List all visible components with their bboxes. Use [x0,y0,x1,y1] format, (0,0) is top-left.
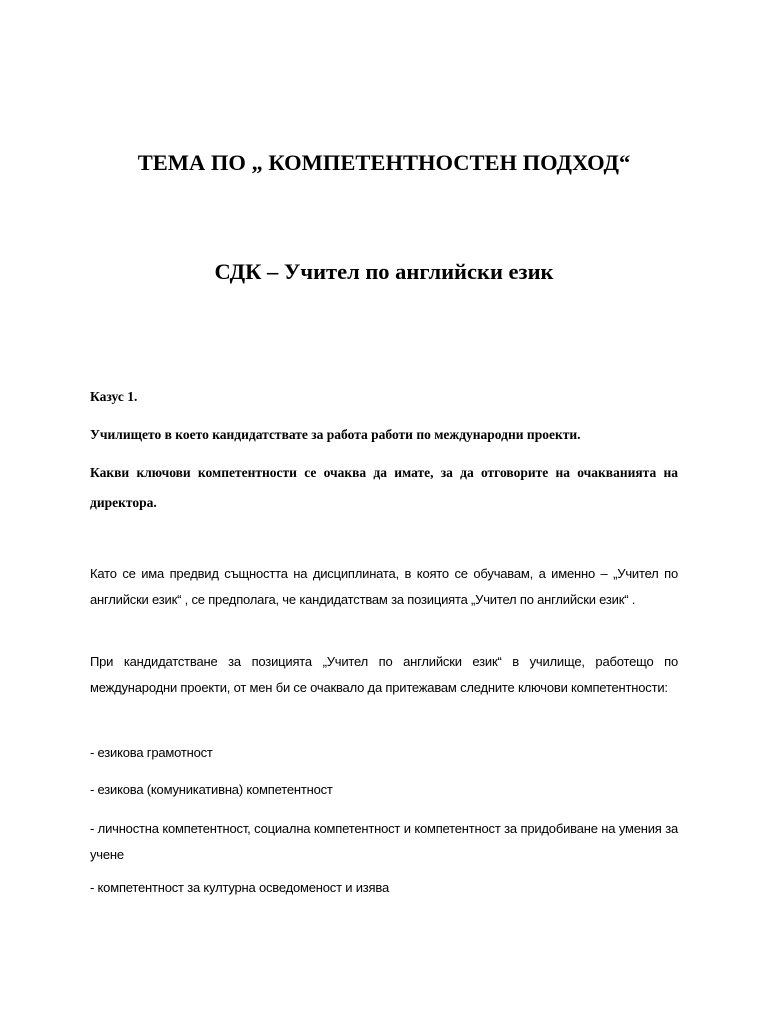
case-question-2: Какви ключови компетентности се очаква да имате, за да отговорите на очакванията на директора. [90,465,678,510]
answer-paragraph-2: При кандидатстване за позицията „Учител по английски език“ в училище, работещо по международни проекти, от мен би се очаквало да притежавам следните ключови компетентности: [90,654,678,695]
document-subtitle: СДК – Учител по английски език [214,259,554,284]
competence-list-item: - езикова (комуникативна) компетентност [90,782,333,797]
competence-list-item: - личностна компетентност, социална компетентност и компетентност за придобиване на умения за учене [90,821,678,862]
case-label: Казус 1. [90,389,138,404]
competence-list-item: - езикова грамотност [90,745,213,760]
case-question-1: Училището в което кандидатствате за работа работи по международни проекти. [90,427,581,442]
document-title: ТЕМА ПО „ КОМПЕТЕНТНОСТЕН ПОДХОД“ [137,150,631,175]
answer-paragraph-1: Като се има предвид същността на дисциплината, в която се обучавам, а именно – „Учител по английски език“ , се предполага, че кандидатствам за позицията „Учител по английски език“ . [90,566,678,607]
competence-list-item: - компетентност за културна осведоменост и изява [90,880,389,895]
